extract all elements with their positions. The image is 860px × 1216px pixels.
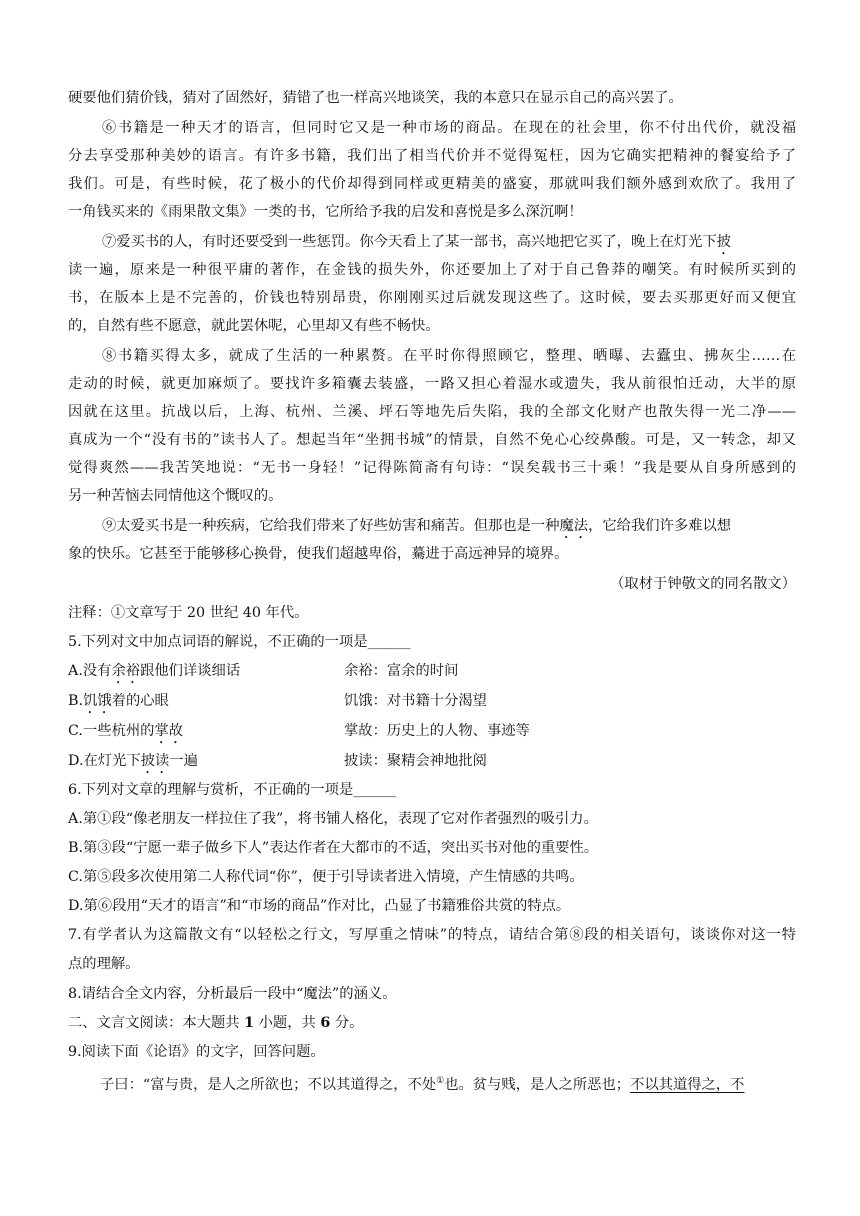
heading-text: 小题，共: [254, 1015, 321, 1031]
option-text: C.一些杭州的: [68, 723, 155, 739]
paragraph-text: ⑦爱买书的人，有时还要受到一些惩罚。你今天看上了某一部书，高兴地把它买了，晚上在灯光下: [102, 234, 717, 250]
paragraph-7-line: 读一遍，原来是一种很平庸的著作，在金钱的损失外，你还要加上了对于自己鲁莽的嘲笑。有时候所买到的: [68, 262, 796, 278]
option-text: D.在灯光下: [68, 753, 141, 769]
dotted-word: 披: [716, 234, 732, 250]
q6-option-c: C.第⑤段多次使用第二人称代词“你”，便于引导读者进入情境，产生情感的共鸣。: [68, 869, 584, 885]
dotted-word: 披读: [140, 753, 170, 769]
option-text: B.: [68, 693, 84, 709]
q5-option-d: [68, 751, 198, 777]
paragraph-7-line: 书，在版本上是不完善的，价钱也特别昂贵，你刚刚买过后就发现这些了。这时候，要去买那更好而又便宜: [68, 290, 796, 306]
q5-option-a: [68, 661, 240, 687]
paragraph-8-line: ⑧书籍买得太多，就成了生活的一种累赘。在平时你得照顾它，整理、晒曝、去蠹虫、拂灰尘……在: [102, 348, 796, 364]
q5-option-d-explanation: 披读：聚精会神地批阅: [344, 753, 487, 769]
paragraph-8-line: 另一种苦恼去同情他这个慨叹的。: [68, 488, 283, 504]
q6-option-b: B.第③段“宁愿一辈子做乡下人”表达作者在大都市的不适，突出买书对他的重要性。: [68, 840, 599, 856]
paragraph-text: ，它给我们许多难以想: [588, 518, 732, 534]
dotted-word: 魔法: [559, 518, 589, 534]
question-6-stem: 6.下列对文章的理解与赏析，不正确的一项是______: [68, 782, 397, 798]
q5-option-b: [68, 691, 169, 717]
option-text: 跟他们详谈细话: [140, 663, 241, 679]
heading-text: 分。: [330, 1015, 364, 1031]
section-2-heading: [68, 1013, 796, 1033]
q9-quote: [100, 1071, 794, 1095]
paragraph-6-line: 我们。可是，有些时候，花了极小的代价却得到同样或更精美的盛宴，那就叫我们额外感到欢欣了。我用了: [68, 176, 796, 192]
paragraph-9-line: [102, 516, 796, 542]
paragraph-6-line: 分去享受那种美妙的语言。有许多书籍，我们出了相当代价并不觉得冤枉，因为它确实把精神的餐宴给予了: [68, 148, 796, 164]
dotted-word: 余裕: [111, 663, 141, 679]
paragraph-6-line: ⑥书籍是一种天才的语言，但同时它又是一种市场的商品。在现在的社会里，你不付出代价，就没福: [102, 120, 796, 136]
paragraph-8-line: 因就在这里。抗战以后，上海、杭州、兰溪、坪石等地先后失陷，我的全部文化财产也散失得一光二净——: [68, 404, 796, 420]
dotted-word: 掌故: [154, 723, 184, 739]
q5-option-c-explanation: 掌故：历史上的人物、事迹等: [344, 723, 530, 739]
paragraph-line: 硬要他们猜价钱，猜对了固然好，猜错了也一样高兴地谈笑，我的本意只在显示自己的高兴罢了。: [68, 90, 683, 106]
paragraph-text: ⑨太爱买书是一种疾病，它给我们带来了好些妨害和痛苦。但那也是一种: [102, 518, 560, 534]
question-count: 1: [244, 1015, 255, 1031]
question-7-line: 点的理解。: [68, 956, 140, 972]
q6-option-a: A.第①段“像老朋友一样拉住了我”，将书铺人格化，表现了它对作者强烈的吸引力。: [68, 811, 598, 827]
score-total: 6: [320, 1015, 331, 1031]
question-8: 8.请结合全文内容，分析最后一段中“魔法”的涵义。: [68, 986, 397, 1002]
q6-option-d: D.第⑥段用“天才的语言”和“市场的商品”作对比，凸显了书籍雅俗共赏的特点。: [68, 898, 571, 914]
q5-option-c: [68, 721, 183, 747]
paragraph-8-line: 真成为一个“没有书的”读书人了。想起当年“坐拥书城”的情景，自然不免心心绞鼻酸。可是，又一转念，却又: [68, 432, 796, 448]
paragraph-7-line: 的，自然有些不愿意，就此罢休呢，心里却又有些不畅快。: [68, 318, 440, 334]
heading-text: 二、文言文阅读：本大题共: [68, 1015, 245, 1031]
q5-option-a-explanation: 余裕：富余的时间: [344, 663, 459, 679]
paragraph-7-line: [102, 232, 796, 258]
question-7-line: 7.有学者认为这篇散文有“以轻松之行文，写厚重之情味”的特点，请结合第⑧段的相关语句，谈谈你对这一特: [68, 927, 796, 943]
quote-text: 也。贫与贱，是人之所恶也；: [444, 1076, 631, 1093]
paragraph-8-line: 走动的时候，就更加麻烦了。要找许多箱囊去装盛，一路又担心着湿水或遗失，我从前很怕迁动，大半的原: [68, 376, 796, 392]
source-citation: （取材于钟敬文的同名散文）: [610, 576, 796, 592]
footnote-marker: ①: [436, 1076, 445, 1086]
q5-option-b-explanation: 饥饿：对书籍十分渴望: [344, 693, 487, 709]
question-5-stem: 5.下列对文中加点词语的解说，不正确的一项是______: [68, 634, 411, 650]
option-text: A.没有: [68, 663, 112, 679]
underlined-text: 不以其道得之，不: [630, 1076, 745, 1093]
paragraph-9-line: 象的快乐。它甚至于能够移心换骨，使我们超越卑俗，驀进于高远神异的境界。: [68, 546, 569, 562]
paragraph-6-line: 一角钱买来的《雨果散文集》一类的书，它所给予我的启发和喜悦是多么深沉啊！: [68, 204, 583, 220]
question-9-stem: 9.阅读下面《论语》的文字，回答问题。: [68, 1044, 325, 1060]
dotted-word: 饥饿: [83, 693, 112, 709]
paragraph-8-line: 觉得爽然——我苦笑地说：“无书一身轻！”记得陈简斋有句诗：“误矣载书三十乘！”我是要从自身所感到的: [68, 460, 796, 476]
quote-text: 子曰：“富与贵，是人之所欲也；不以其道得之，不处: [100, 1076, 437, 1093]
option-text: 着的心眼: [111, 693, 169, 709]
option-text: 一遍: [169, 753, 198, 769]
footnote: 注释：①文章写于 20 世纪 40 年代。: [68, 605, 309, 621]
